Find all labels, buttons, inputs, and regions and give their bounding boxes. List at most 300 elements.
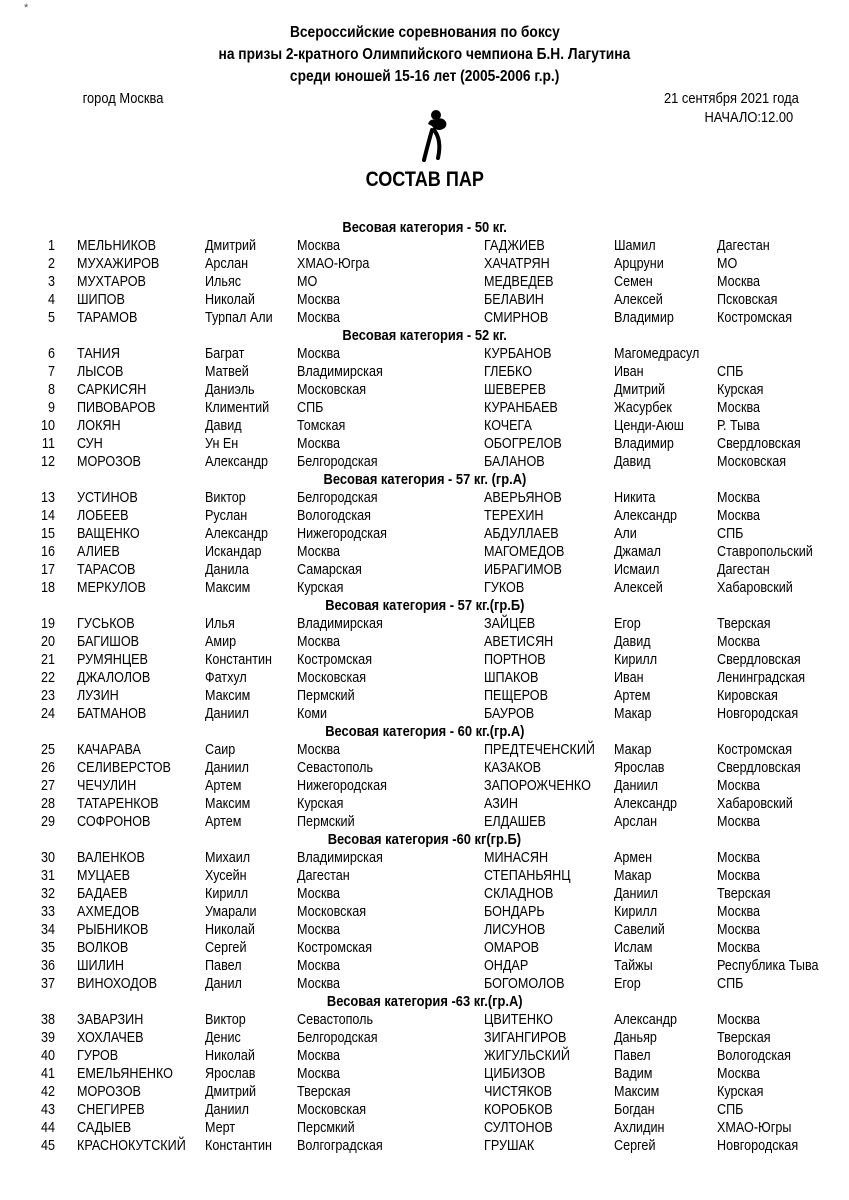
weight-category-heading: Весовая категория - 57 кг. (гр.А): [323, 471, 526, 488]
red-first-name: Константин: [205, 651, 272, 668]
blue-region: Ленинградская: [717, 669, 806, 686]
red-region: МО: [297, 273, 318, 290]
pair-number: 18: [40, 579, 55, 596]
pair-row: [0, 759, 849, 777]
blue-region: Москва: [717, 849, 761, 866]
blue-first-name: Богдан: [614, 1101, 655, 1118]
red-region: Владимирская: [297, 615, 383, 632]
blue-region: Москва: [717, 1065, 761, 1082]
red-first-name: Даниэль: [205, 381, 255, 398]
pair-number: 31: [40, 867, 55, 884]
red-region: Москва: [297, 1065, 341, 1082]
pair-number: 26: [40, 759, 55, 776]
red-first-name: Фатхул: [205, 669, 247, 686]
blue-first-name: Максим: [614, 1083, 660, 1100]
pair-row: [0, 237, 849, 255]
pair-row: [0, 975, 849, 993]
pair-number: 37: [40, 975, 55, 992]
red-surname: ХОХЛАЧЕВ: [77, 1029, 144, 1046]
pair-row: [0, 1137, 849, 1155]
boxer-icon: [420, 108, 460, 169]
pair-number: 25: [40, 741, 55, 758]
red-first-name: Умарали: [205, 903, 257, 920]
red-first-name: Матвей: [205, 363, 249, 380]
red-surname: ЕМЕЛЬЯНЕНКО: [77, 1065, 173, 1082]
pair-number: 1: [47, 237, 55, 254]
pair-row: [0, 1083, 849, 1101]
pair-number: 10: [40, 417, 55, 434]
blue-first-name: Владимир: [614, 435, 674, 452]
blue-surname: ЦИБИЗОВ: [484, 1065, 546, 1082]
pair-row: [0, 399, 849, 417]
blue-region: Новгородская: [717, 1137, 799, 1154]
blue-first-name: Джамал: [614, 543, 662, 560]
blue-region: Свердловская: [717, 651, 801, 668]
pair-row: [0, 885, 849, 903]
red-first-name: Давид: [205, 417, 242, 434]
red-surname: ГУСЬКОВ: [77, 615, 135, 632]
red-region: Томская: [297, 417, 346, 434]
blue-surname: КАЗАКОВ: [484, 759, 542, 776]
pair-number: 4: [47, 291, 55, 308]
red-first-name: Баграт: [205, 345, 245, 362]
red-surname: СЕЛИВЕРСТОВ: [77, 759, 171, 776]
blue-region: Свердловская: [717, 759, 801, 776]
red-first-name: Илья: [205, 615, 235, 632]
red-surname: САРКИСЯН: [77, 381, 147, 398]
red-surname: КРАСНОКУТСКИЙ: [77, 1137, 186, 1154]
red-first-name: Мерт: [205, 1119, 236, 1136]
red-surname: ПИВОВАРОВ: [77, 399, 156, 416]
blue-surname: ЖИГУЛЬСКИЙ: [484, 1047, 570, 1064]
blue-surname: ЧИСТЯКОВ: [484, 1083, 553, 1100]
red-region: Московская: [297, 1101, 367, 1118]
blue-surname: ЦВИТЕНКО: [484, 1011, 553, 1028]
pair-number: 44: [40, 1119, 55, 1136]
blue-region: Курская: [717, 381, 764, 398]
blue-region: Свердловская: [717, 435, 801, 452]
red-first-name: Хусейн: [205, 867, 247, 884]
pair-number: 24: [40, 705, 55, 722]
pair-row: [0, 381, 849, 399]
red-first-name: Амир: [205, 633, 237, 650]
blue-region: Костромская: [717, 309, 793, 326]
blue-surname: ЗАПОРОЖЧЕНКО: [484, 777, 591, 794]
weight-category-heading: Весовая категория - 60 кг.(гр.А): [324, 723, 525, 740]
pair-row: [0, 849, 849, 867]
pair-number: 42: [40, 1083, 55, 1100]
red-region: Персмкий: [297, 1119, 355, 1136]
red-region: Владимирская: [297, 849, 383, 866]
blue-surname: ЛИСУНОВ: [484, 921, 546, 938]
title-line-1: Всероссийские соревнования по боксу: [289, 24, 560, 41]
red-region: Москва: [297, 291, 341, 308]
red-first-name: Климентий: [205, 399, 270, 416]
pair-row: [0, 579, 849, 597]
pair-row: [0, 345, 849, 363]
red-region: Курская: [297, 579, 344, 596]
blue-region: МО: [717, 255, 738, 272]
pair-number: 12: [40, 453, 55, 470]
blue-first-name: Али: [614, 525, 637, 542]
blue-surname: БАЛАНОВ: [484, 453, 545, 470]
start-time-label: НАЧАЛО:12.00: [704, 109, 793, 126]
red-region: Костромская: [297, 939, 373, 956]
red-region: Самарская: [297, 561, 362, 578]
blue-surname: ГРУШАК: [484, 1137, 535, 1154]
red-region: Тверская: [297, 1083, 351, 1100]
red-region: Волгоградская: [297, 1137, 383, 1154]
pair-row: [0, 1029, 849, 1047]
blue-region: Дагестан: [717, 237, 770, 254]
blue-surname: СУЛТОНОВ: [484, 1119, 553, 1136]
pair-number: 45: [40, 1137, 55, 1154]
red-first-name: Арслан: [205, 255, 249, 272]
red-first-name: Николай: [205, 1047, 255, 1064]
blue-first-name: Макар: [614, 741, 652, 758]
red-surname: СОФРОНОВ: [77, 813, 151, 830]
blue-first-name: Арцруни: [614, 255, 664, 272]
red-first-name: Даниил: [205, 705, 249, 722]
red-first-name: Артем: [205, 813, 242, 830]
red-surname: МУХАЖИРОВ: [77, 255, 160, 272]
red-region: Москва: [297, 975, 341, 992]
pair-row: [0, 363, 849, 381]
blue-first-name: Арслан: [614, 813, 658, 830]
pair-row: [0, 1011, 849, 1029]
pair-row: [0, 705, 849, 723]
blue-first-name: Макар: [614, 867, 652, 884]
blue-surname: ШЕВЕРЕВ: [484, 381, 546, 398]
blue-surname: АБДУЛЛАЕВ: [484, 525, 559, 542]
pair-number: 5: [47, 309, 55, 326]
pair-number: 32: [40, 885, 55, 902]
pair-row: [0, 507, 849, 525]
pair-row: [0, 669, 849, 687]
pair-number: 13: [40, 489, 55, 506]
red-first-name: Дмитрий: [205, 237, 257, 254]
blue-first-name: Владимир: [614, 309, 674, 326]
red-region: Москва: [297, 957, 341, 974]
red-first-name: Руслан: [205, 507, 248, 524]
blue-surname: БОНДАРЬ: [484, 903, 545, 920]
blue-region: ХМАО-Югры: [717, 1119, 792, 1136]
blue-surname: СТЕПАНЬЯНЦ: [484, 867, 571, 884]
blue-first-name: Савелий: [614, 921, 665, 938]
weight-category-heading: Весовая категория - 52 кг.: [342, 327, 507, 344]
blue-surname: МЕДВЕДЕВ: [484, 273, 554, 290]
red-surname: БАТМАНОВ: [77, 705, 147, 722]
pair-row: [0, 867, 849, 885]
weight-category-heading: Весовая категория - 50 кг.: [342, 219, 507, 236]
blue-surname: ГУКОВ: [484, 579, 525, 596]
pair-row: [0, 903, 849, 921]
red-surname: САДЫЕВ: [77, 1119, 132, 1136]
blue-region: Вологодская: [717, 1047, 791, 1064]
blue-region: Москва: [717, 273, 761, 290]
blue-region: Псковская: [717, 291, 778, 308]
blue-region: Р. Тыва: [717, 417, 760, 434]
red-surname: СУН: [77, 435, 103, 452]
blue-region: Новгородская: [717, 705, 799, 722]
blue-region: Костромская: [717, 741, 793, 758]
red-region: Московская: [297, 669, 367, 686]
red-region: Дагестан: [297, 867, 350, 884]
red-region: Нижегородская: [297, 777, 387, 794]
blue-region: Москва: [717, 867, 761, 884]
pair-number: 11: [41, 435, 55, 452]
pair-number: 15: [40, 525, 55, 542]
red-surname: БАДАЕВ: [77, 885, 128, 902]
blue-first-name: Александр: [614, 795, 678, 812]
pair-row: [0, 273, 849, 291]
blue-first-name: Егор: [614, 975, 641, 992]
pair-row: [0, 957, 849, 975]
blue-surname: КУРАНБАЕВ: [484, 399, 558, 416]
blue-surname: ИБРАГИМОВ: [484, 561, 562, 578]
pair-number: 17: [40, 561, 55, 578]
blue-first-name: Исмаил: [614, 561, 660, 578]
blue-region: СПБ: [717, 525, 744, 542]
blue-first-name: Шамил: [614, 237, 656, 254]
blue-region: СПБ: [717, 363, 744, 380]
blue-surname: СМИРНОВ: [484, 309, 549, 326]
pair-row: [0, 795, 849, 813]
pair-row: [0, 255, 849, 273]
blue-region: СПБ: [717, 1101, 744, 1118]
red-surname: ДЖАЛОЛОВ: [77, 669, 151, 686]
red-first-name: Сергей: [205, 939, 247, 956]
red-region: Курская: [297, 795, 344, 812]
title-line-3: среди юношей 15-16 лет (2005-2006 г.р.): [289, 68, 560, 85]
red-first-name: Николай: [205, 921, 255, 938]
pair-number: 22: [40, 669, 55, 686]
pair-row: [0, 417, 849, 435]
red-surname: КАЧАРАВА: [77, 741, 141, 758]
blue-surname: БАУРОВ: [484, 705, 535, 722]
red-surname: ЧЕЧУЛИН: [77, 777, 137, 794]
blue-first-name: Даньяр: [614, 1029, 657, 1046]
red-surname: ВОЛКОВ: [77, 939, 129, 956]
pair-number: 23: [40, 687, 55, 704]
blue-surname: МИНАСЯН: [484, 849, 549, 866]
red-surname: МОРОЗОВ: [77, 1083, 141, 1100]
pair-number: 27: [40, 777, 55, 794]
red-region: Белгородская: [297, 1029, 378, 1046]
red-first-name: Константин: [205, 1137, 272, 1154]
red-region: Пермский: [297, 813, 355, 830]
blue-surname: КОЧЕГА: [484, 417, 532, 434]
red-region: Вологодская: [297, 507, 371, 524]
blue-region: Москва: [717, 921, 761, 938]
red-surname: УСТИНОВ: [77, 489, 138, 506]
red-first-name: Саир: [205, 741, 236, 758]
blue-region: Московская: [717, 453, 787, 470]
weight-category-heading: Весовая категория -63 кг.(гр.А): [326, 993, 523, 1010]
red-region: Москва: [297, 921, 341, 938]
pairs-table: [0, 219, 849, 1155]
red-first-name: Ильяс: [205, 273, 242, 290]
blue-surname: ПОРТНОВ: [484, 651, 546, 668]
blue-surname: АЗИН: [484, 795, 519, 812]
pair-row: [0, 1119, 849, 1137]
red-surname: ШИЛИН: [77, 957, 125, 974]
pair-number: 9: [47, 399, 55, 416]
red-first-name: Виктор: [205, 1011, 246, 1028]
red-region: Коми: [297, 705, 328, 722]
red-surname: ЛЫСОВ: [77, 363, 124, 380]
blue-region: Москва: [717, 813, 761, 830]
blue-surname: ЕЛДАШЕВ: [484, 813, 546, 830]
blue-surname: МАГОМЕДОВ: [484, 543, 565, 560]
blue-surname: ПЕЩЕРОВ: [484, 687, 549, 704]
blue-first-name: Егор: [614, 615, 641, 632]
pair-row: [0, 939, 849, 957]
blue-first-name: Ахлидин: [614, 1119, 665, 1136]
blue-first-name: Сергей: [614, 1137, 656, 1154]
pair-number: 2: [47, 255, 55, 272]
pair-number: 34: [40, 921, 55, 938]
pair-row: [0, 921, 849, 939]
red-surname: ТАНИЯ: [77, 345, 120, 362]
red-region: Москва: [297, 885, 341, 902]
pair-number: 36: [40, 957, 55, 974]
blue-first-name: Алексей: [614, 291, 663, 308]
blue-surname: ГЛЕБКО: [484, 363, 533, 380]
red-first-name: Максим: [205, 687, 251, 704]
pair-row: [0, 777, 849, 795]
red-region: Костромская: [297, 651, 373, 668]
red-region: Севастополь: [297, 759, 374, 776]
red-region: Москва: [297, 543, 341, 560]
red-region: Москва: [297, 633, 341, 650]
pair-number: 16: [40, 543, 55, 560]
blue-surname: БОГОМОЛОВ: [484, 975, 565, 992]
blue-surname: КУРБАНОВ: [484, 345, 552, 362]
red-surname: ВАЛЕНКОВ: [77, 849, 145, 866]
asterisk-mark: *: [24, 2, 29, 14]
red-region: Москва: [297, 237, 341, 254]
red-region: Пермский: [297, 687, 355, 704]
red-first-name: Виктор: [205, 489, 246, 506]
red-first-name: Данила: [205, 561, 249, 578]
blue-surname: КОРОБКОВ: [484, 1101, 553, 1118]
red-surname: МЕЛЬНИКОВ: [77, 237, 156, 254]
red-region: Белгородская: [297, 453, 378, 470]
pair-row: [0, 309, 849, 327]
red-first-name: Данил: [205, 975, 242, 992]
blue-first-name: Ценди-Аюш: [614, 417, 684, 434]
blue-region: Тверская: [717, 1029, 771, 1046]
red-surname: ЗАВАРЗИН: [77, 1011, 144, 1028]
blue-region: Москва: [717, 903, 761, 920]
blue-first-name: Ярослав: [614, 759, 665, 776]
red-first-name: Кирилл: [205, 885, 249, 902]
blue-surname: СКЛАДНОВ: [484, 885, 554, 902]
pair-number: 6: [47, 345, 55, 362]
blue-region: Москва: [717, 1011, 761, 1028]
pair-number: 19: [40, 615, 55, 632]
pair-number: 38: [40, 1011, 55, 1028]
blue-region: Ставропольский: [717, 543, 813, 560]
blue-region: Курская: [717, 1083, 764, 1100]
pair-number: 3: [47, 273, 55, 290]
blue-region: Москва: [717, 399, 761, 416]
page-title: СОСТАВ ПАР: [365, 168, 484, 191]
red-first-name: Дмитрий: [205, 1083, 257, 1100]
blue-surname: БЕЛАВИН: [484, 291, 544, 308]
blue-surname: ОМАРОВ: [484, 939, 540, 956]
blue-first-name: Александр: [614, 1011, 678, 1028]
blue-first-name: Семен: [614, 273, 653, 290]
date-label: 21 сентября 2021 года: [664, 90, 799, 107]
blue-first-name: Кирилл: [614, 903, 658, 920]
blue-region: Кировская: [717, 687, 778, 704]
blue-surname: ОБОГРЕЛОВ: [484, 435, 562, 452]
red-region: Московская: [297, 903, 367, 920]
red-surname: МУХТАРОВ: [77, 273, 146, 290]
red-first-name: Даниил: [205, 759, 249, 776]
red-region: Белгородская: [297, 489, 378, 506]
red-surname: ВИНОХОДОВ: [77, 975, 158, 992]
pair-row: [0, 651, 849, 669]
red-surname: ЛУЗИН: [77, 687, 119, 704]
pair-number: 8: [47, 381, 55, 398]
red-region: Москва: [297, 435, 341, 452]
blue-first-name: Жасурбек: [614, 399, 672, 416]
pair-row: [0, 1047, 849, 1065]
blue-first-name: Даниил: [614, 777, 658, 794]
red-first-name: Александр: [205, 525, 269, 542]
blue-surname: ГАДЖИЕВ: [484, 237, 545, 254]
blue-surname: ОНДАР: [484, 957, 529, 974]
pair-number: 39: [40, 1029, 55, 1046]
red-surname: ШИПОВ: [77, 291, 125, 308]
red-first-name: Даниил: [205, 1101, 249, 1118]
pair-number: 33: [40, 903, 55, 920]
city-label: город Москва: [82, 90, 164, 107]
blue-first-name: Павел: [614, 1047, 651, 1064]
blue-surname: ШПАКОВ: [484, 669, 539, 686]
pair-row: [0, 813, 849, 831]
blue-region: Дагестан: [717, 561, 770, 578]
red-region: Владимирская: [297, 363, 383, 380]
red-surname: ВАЩЕНКО: [77, 525, 140, 542]
blue-first-name: Давид: [614, 633, 651, 650]
red-surname: СНЕГИРЕВ: [77, 1101, 145, 1118]
blue-surname: ПРЕДТЕЧЕНСКИЙ: [484, 741, 595, 758]
red-surname: АЛИЕВ: [77, 543, 120, 560]
red-region: Севастополь: [297, 1011, 374, 1028]
blue-region: Москва: [717, 489, 761, 506]
weight-category-heading: Весовая категория - 57 кг.(гр.Б): [324, 597, 525, 614]
blue-first-name: Ислам: [614, 939, 653, 956]
blue-surname: АВЕТИСЯН: [484, 633, 554, 650]
pair-row: [0, 489, 849, 507]
red-surname: МЕРКУЛОВ: [77, 579, 146, 596]
pair-row: [0, 435, 849, 453]
red-surname: ТАТАРЕНКОВ: [77, 795, 159, 812]
red-region: Москва: [297, 741, 341, 758]
red-surname: РУМЯНЦЕВ: [77, 651, 148, 668]
red-first-name: Максим: [205, 579, 251, 596]
blue-surname: АВЕРЬЯНОВ: [484, 489, 562, 506]
pair-number: 41: [40, 1065, 55, 1082]
pair-number: 43: [40, 1101, 55, 1118]
red-first-name: Максим: [205, 795, 251, 812]
pair-row: [0, 525, 849, 543]
blue-region: Москва: [717, 633, 761, 650]
